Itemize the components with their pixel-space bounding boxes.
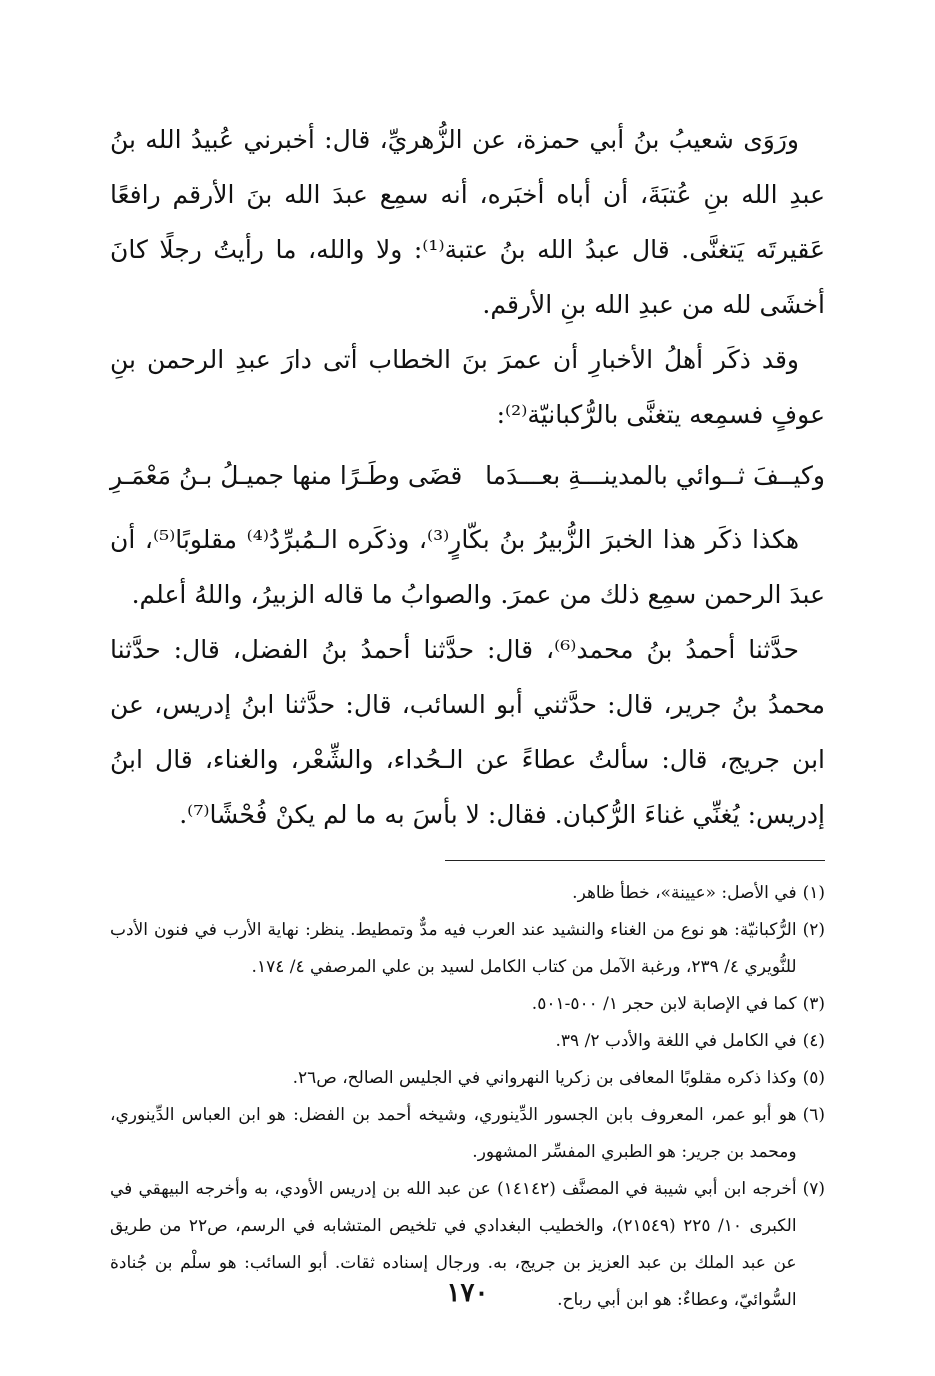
footnote-6 [110, 1097, 825, 1171]
poetry-verse [110, 442, 825, 512]
footnote-number: (٥) [802, 1068, 825, 1088]
footnote-5 [110, 1060, 825, 1097]
footnote-number: (٤) [802, 1031, 825, 1051]
footnote-4 [110, 1023, 825, 1060]
footnote-number: (٧) [802, 1179, 825, 1199]
footnote-number: (٦) [802, 1105, 825, 1125]
footnote-text: هو أبو عمر، المعروف بابن الجسور الدِّينوري، وشيخه أحمد بن الفضل: هو ابن العباس الدِّينوري، ومحمد بن جرير: هو الطبري المفسِّر المشهور. [110, 1105, 797, 1162]
footnote-number: (١) [802, 883, 825, 903]
footnote-text: في الأصل: «عيينة»، خطأ ظاهر. [572, 883, 797, 903]
footnote-text: وكذا ذكره مقلوبًا المعافى بن زكريا النهرواني في الجليس الصالح، ص٢٦. [292, 1068, 797, 1088]
page-body [110, 112, 825, 1336]
paragraph-4: حدَّثنا أحمدُ بنُ محمد⁽⁶⁾، قال: حدَّثنا أحمدُ بنُ الفضل، قال: حدَّثنا محمدُ بنُ جرير، قال: حدَّثني أبو السائب، قال: حدَّثنا ابنُ إدريس، عن ابن جريج، قال: سألتُ عطاءً عن الـحُداء، والشِّعْر، والغناء، قال ابنُ إدريس: يُغنِّي غناءَ الرُّكبان. فقال: لا بأسَ به ما لم يكنْ فُحْشًا⁽⁷⁾. [110, 635, 825, 829]
verse-first-hemistich: وكيــفَ ثــوائي بالمدينـــةِ بعـــدَما [485, 461, 825, 490]
page-number: ١٧٠ [446, 1278, 489, 1308]
main-text [110, 112, 825, 842]
footnote-divider [445, 860, 825, 861]
paragraph-3: هكذا ذكَر هذا الخبرَ الزُّبيرُ بنُ بكّارٍ⁽³⁾، وذكَره الـمُبرِّدُ⁽⁴⁾ مقلوبًا⁽⁵⁾، أن عبدَ الرحمن سمِع ذلك من عمرَ. والصوابُ ما قاله الزبيرُ، واللهُ أعلم. [110, 525, 825, 609]
paragraph-1: ورَوَى شعيبُ بنُ أبي حمزة، عن الزُّهريِّ، قال: أخبرني عُبيدُ الله بنُ عبدِ الله بنِ عُتبَةَ، أن أباه أخبَره، أنه سمِع عبدَ الله بنَ الأرقم رافعًا عَقيرتَه يَتغنَّى. قال عبدُ الله بنُ عتبة⁽¹⁾: ولا والله، ما رأيتُ رجلًا كانَ أخشَى لله من عبدِ الله بنِ الأرقم. [110, 125, 825, 319]
footnote-text: كما في الإصابة لابن حجر ١/ ٥٠٠-٥٠١. [531, 994, 797, 1014]
footnote-number: (٣) [802, 994, 825, 1014]
verse-second-hemistich: قضَى وطَـرًا منها جميـلُ بـنُ مَعْمَـرِ [110, 461, 463, 490]
footnote-text: أخرجه ابن أبي شيبة في المصنَّف (١٤١٤٢) عن عبد الله بن إدريس الأودي، به وأخرجه البيهقي في الكبرى ١٠/ ٢٢٥ (٢١٥٤٩)، والخطيب البغدادي في تلخيص المتشابه في الرسم، ص٢٢ من طريق عن عبد الملك بن عبد العزيز بن جريج، به. ورجال إسناده ثقات. أبو السائب: هو سلْم بن جُنادة السُّوائيّ، وعطاءٌ: هو ابن أبي رباح. [110, 1179, 797, 1310]
footnote-1 [110, 875, 825, 912]
paragraph-2: وقد ذكَر أهلُ الأخبارِ أن عمرَ بنَ الخطاب أتى دارَ عبدِ الرحمن بنِ عوفٍ فسمِعه يتغنَّى بالرُّكبانيّة⁽²⁾: [110, 345, 825, 429]
footnotes [110, 875, 825, 1319]
footnote-text: الرُّكبانيّة: هو نوع من الغناء والنشيد عند العرب فيه مدٌّ وتمطيط. ينظر: نهاية الأرب في فنون الأدب للنُّويري ٤/ ٢٣٩، ورغبة الآمل من كتاب الكامل لسيد بن علي المرصفي ٤/ ١٧٤. [110, 920, 797, 977]
footnote-number: (٢) [802, 920, 825, 940]
footnote-2 [110, 912, 825, 986]
footnote-text: في الكامل في اللغة والأدب ٢/ ٣٩. [555, 1031, 797, 1051]
footnote-3 [110, 986, 825, 1023]
